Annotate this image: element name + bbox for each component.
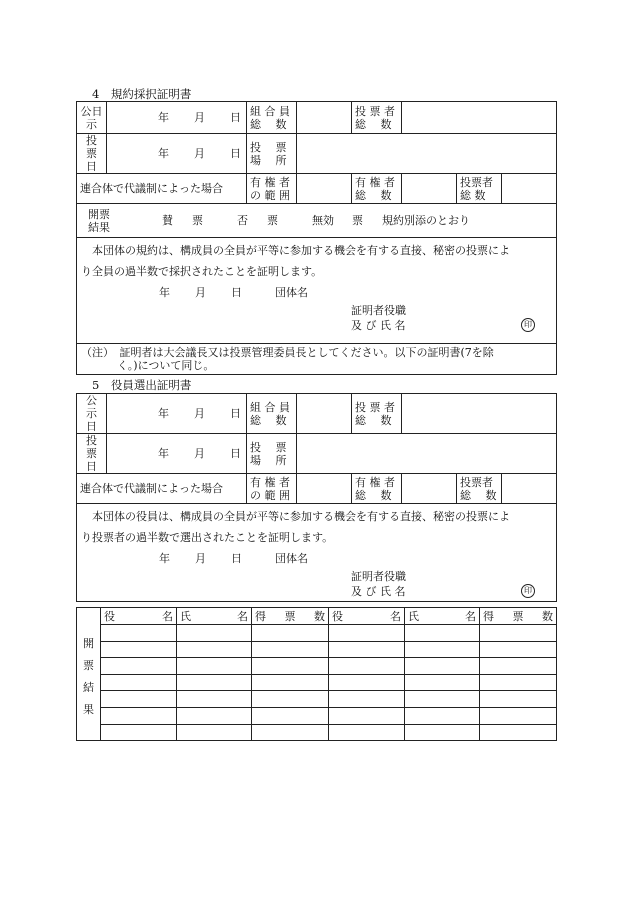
s4-certifier-name: 及 び 氏 名 [351,319,406,332]
s5-col-votes-header: 得 票 数 [252,608,329,625]
s5-org-name-label: 団体名 [275,552,308,565]
s4-notice-date-label: 公日 示 [77,102,107,134]
s5-result-cell[interactable] [480,707,557,724]
s5-cert-month: 月 [195,552,206,565]
s5-result-cell[interactable] [252,641,329,658]
s5-result-cell[interactable] [329,625,405,642]
s5-cert-day: 日 [231,552,242,565]
s4-org-name-label: 団体名 [275,286,308,299]
s4-result-invalid: 無効 [312,214,334,227]
s5-result-cell[interactable] [480,658,557,675]
s5-eligible-range-label: 有 権 者 の 範 囲 [247,474,297,504]
s5-certification-block [77,504,557,602]
s5-voters2-label: 投票者 総 数 [457,474,502,504]
s4-certifier-role: 証明者役職 [351,304,406,317]
s5-members-total-label: 組 合 員 総 数 [247,394,297,434]
s5-voters2-field[interactable] [502,474,557,504]
s5-col-role-header: 役 名 [329,608,405,625]
s5-result-cell[interactable] [329,658,405,675]
s5-vote-place-field[interactable] [297,434,557,474]
s4-eligible-range-label: 有 権 者 の 範 囲 [247,174,297,204]
s5-result-cell[interactable] [101,724,177,741]
seal-icon: 印 [521,318,535,332]
s5-result-cell[interactable] [329,707,405,724]
s4-cert-text-1: 本団体の規約は、構成員の全員が平等に参加する機会を有する直接、秘密の投票によ [92,244,510,257]
s4-note-line-1: （注） 証明者は大会議長又は投票管理委員長としてください。以下の証明書(7を除 [81,346,494,359]
s5-certifier-role: 証明者役職 [351,570,406,583]
s5-results-table [76,607,557,741]
s5-result-cell[interactable] [329,691,405,708]
section-4-title: 4 規約採択証明書 [92,87,192,101]
seal-icon: 印 [521,584,535,598]
s5-col-votes-header: 得 票 数 [480,608,557,625]
s5-cert-year: 年 [159,552,170,565]
s4-voters-total-label: 投 票 者 総 数 [352,102,402,134]
s5-result-cell[interactable] [405,707,480,724]
s5-result-cell[interactable] [329,724,405,741]
s4-vote-date-label: 投 票 日 [77,134,107,174]
s5-result-cell[interactable] [480,641,557,658]
s5-cert-text-1: 本団体の役員は、構成員の全員が平等に参加する機会を有する直接、秘密の投票によ [92,510,510,523]
s4-vote-place-field[interactable] [297,134,557,174]
s5-eligible-total-field[interactable] [402,474,457,504]
s5-result-cell[interactable] [177,724,252,741]
s4-note-line-2: く。)について同じ。 [117,359,215,372]
s4-eligible-range-field[interactable] [297,174,352,204]
s4-voters-total-field[interactable] [402,102,557,134]
s5-result-cell[interactable] [329,674,405,691]
s4-members-total-label: 組 合 員 総 数 [247,102,297,134]
s5-result-cell[interactable] [252,724,329,741]
s4-cert-year: 年 [159,286,170,299]
s5-voters-total-field[interactable] [402,394,557,434]
s4-result-no-votes: 票 [267,214,278,227]
s5-members-total-field[interactable] [297,394,352,434]
s5-notice-date-field[interactable]: 年 月 日 [107,394,247,434]
s5-result-cell[interactable] [480,674,557,691]
s5-result-cell[interactable] [101,674,177,691]
s5-notice-date-label: 公 示 日 [77,394,107,434]
s5-result-cell[interactable] [177,707,252,724]
s5-result-cell[interactable] [177,658,252,675]
s5-vote-date-label: 投 票 日 [77,434,107,474]
s4-result-no: 否 [237,214,248,227]
s4-notice-date-field[interactable]: 年 月 日 [107,102,247,134]
s5-voters-total-label: 投 票 者 総 数 [352,394,402,434]
section-4-form [76,101,557,375]
s5-col-name-header: 氏 名 [177,608,252,625]
s5-result-cell[interactable] [252,691,329,708]
s5-result-cell[interactable] [480,724,557,741]
s5-col-role-header: 役 名 [101,608,177,625]
s5-result-cell[interactable] [329,641,405,658]
s4-certification-block [77,238,557,344]
s5-result-cell[interactable] [177,691,252,708]
s5-col-name-header: 氏 名 [405,608,480,625]
s4-note [77,344,557,375]
s5-result-cell[interactable] [405,625,480,642]
s4-eligible-total-label: 有 権 者 総 数 [352,174,402,204]
s5-result-cell[interactable] [480,625,557,642]
s5-vote-place-label: 投 票 場 所 [247,434,297,474]
s5-result-label: 開 票 結 果 [77,608,101,741]
s5-result-cell[interactable] [405,674,480,691]
s4-result-label: 開票 結果 [88,207,110,234]
s4-federation-label: 連合体で代議制によった場合 [77,174,247,204]
s5-eligible-total-label: 有 権 者 総 数 [352,474,402,504]
s4-result-row [77,204,557,238]
s4-vote-place-label: 投 票 場 所 [247,134,297,174]
s5-result-cell[interactable] [252,707,329,724]
s5-federation-label: 連合体で代議制によった場合 [77,474,247,504]
s5-result-cell[interactable] [101,691,177,708]
s4-vote-date-field[interactable]: 年 月 日 [107,134,247,174]
s5-result-cell[interactable] [252,674,329,691]
s5-result-cell[interactable] [177,674,252,691]
s4-cert-text-2: り全員の過半数で採択されたことを証明します。 [81,265,323,278]
s5-cert-text-2: り投票者の過半数で選出されたことを証明します。 [81,531,334,544]
s5-result-cell[interactable] [405,691,480,708]
s4-result-invalid-votes: 票 [352,214,363,227]
s4-voters2-field[interactable] [502,174,557,204]
s4-result-note: 規約別添のとおり [382,214,470,227]
s5-result-cell[interactable] [177,625,252,642]
s4-eligible-total-field[interactable] [402,174,457,204]
s4-voters2-label: 投票者 総 数 [457,174,502,204]
s4-result-yes-votes: 票 [192,214,203,227]
section-5-form [76,393,557,602]
s4-cert-month: 月 [195,286,206,299]
s4-members-total-field[interactable] [297,102,352,134]
s5-certifier-name: 及 び 氏 名 [351,585,406,598]
s4-cert-day: 日 [231,286,242,299]
s5-vote-date-field[interactable]: 年 月 日 [107,434,247,474]
s5-eligible-range-field[interactable] [297,474,352,504]
s5-result-cell[interactable] [480,691,557,708]
s5-result-cell[interactable] [177,641,252,658]
s5-result-cell[interactable] [101,625,177,642]
s5-result-cell[interactable] [101,658,177,675]
s5-result-cell[interactable] [252,658,329,675]
s5-result-cell[interactable] [405,641,480,658]
section-5-title: 5 役員選出証明書 [92,378,192,392]
s5-result-cell[interactable] [252,625,329,642]
s5-result-cell[interactable] [405,658,480,675]
s5-result-cell[interactable] [101,641,177,658]
s4-result-yes: 賛 [162,214,173,227]
s5-result-cell[interactable] [101,707,177,724]
s5-result-cell[interactable] [405,724,480,741]
